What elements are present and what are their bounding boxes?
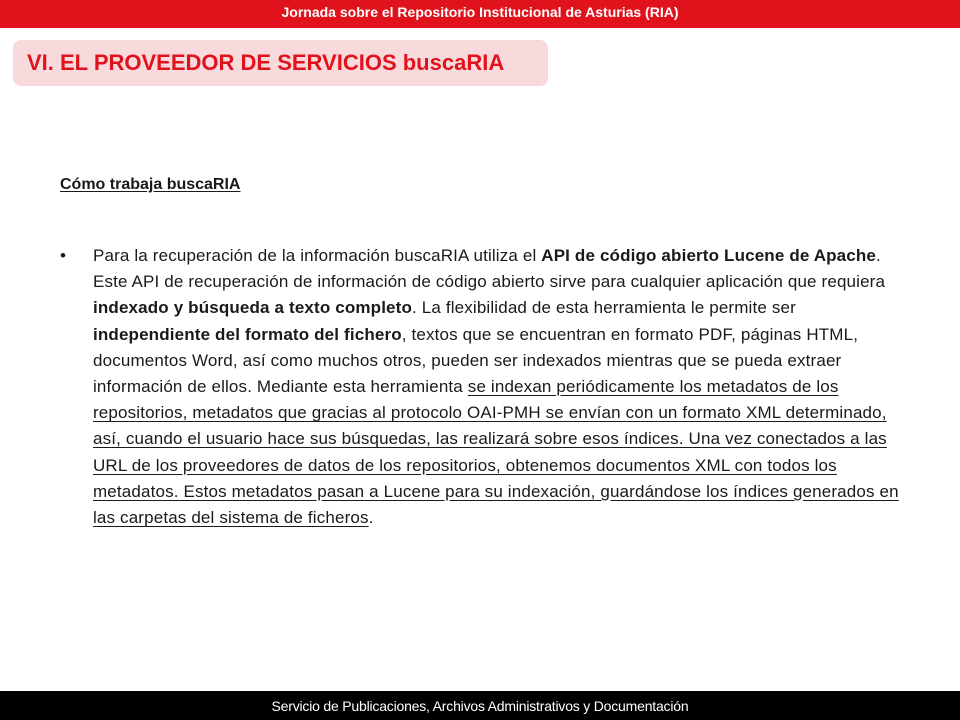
paragraph-bold-2: indexado y búsqueda a texto completo [93,298,413,318]
paragraph-underlined: se indexan periódicamente los metadatos de los repositorios, metadatos que gracias al protocolo OAI-PMH se envían con un formato XML determinado, así, cuando el usuario hace sus búsquedas, las realizará sobre esos índices. Una vez conectados a las URL de los proveedores de datos de los repositorios, obtenemos documentos XML con todos los metadatos. Estos metadatos pasan a Lucene para su indexación, guardándose los índices generados en las carpetas del sistema de ficheros [93,377,899,528]
paragraph-text-2: . Este API de recuperación de información de código abierto sirve para cualquier aplicación que requiera [93,246,886,292]
slide-title-box [13,40,548,86]
paragraph-text-1: Para la recuperación de la información buscaRIA utiliza el [93,246,542,265]
paragraph-text-5: . [368,508,374,528]
paragraph-bold-1: API de código abierto Lucene de Apache [541,246,877,265]
paragraph-text-3: . La flexibilidad de esta herramienta le permite ser [412,298,796,318]
header-banner [0,0,960,28]
paragraph-bold-3: independiente del formato del fichero [93,324,402,344]
header-banner-text: Jornada sobre el Repositorio Institucional de Asturias (RIA) [281,4,679,20]
section-heading: Cómo trabaja buscaRIA [60,176,241,193]
bullet-paragraph [93,243,913,531]
paragraph-text-4: , textos que se encuentran en formato PDF, páginas HTML, documentos Word, así como muchos otros, pueden ser indexados mientras que se pueda extraer información de ellos. Mediante esta herramienta [93,324,859,397]
footer-text: Servicio de Publicaciones, Archivos Administrativos y Documentación [271,697,689,714]
slide-title: VI. EL PROVEEDOR DE SERVICIOS buscaRIA [27,50,505,75]
bullet-marker: • [60,246,66,265]
footer-banner [0,691,960,720]
